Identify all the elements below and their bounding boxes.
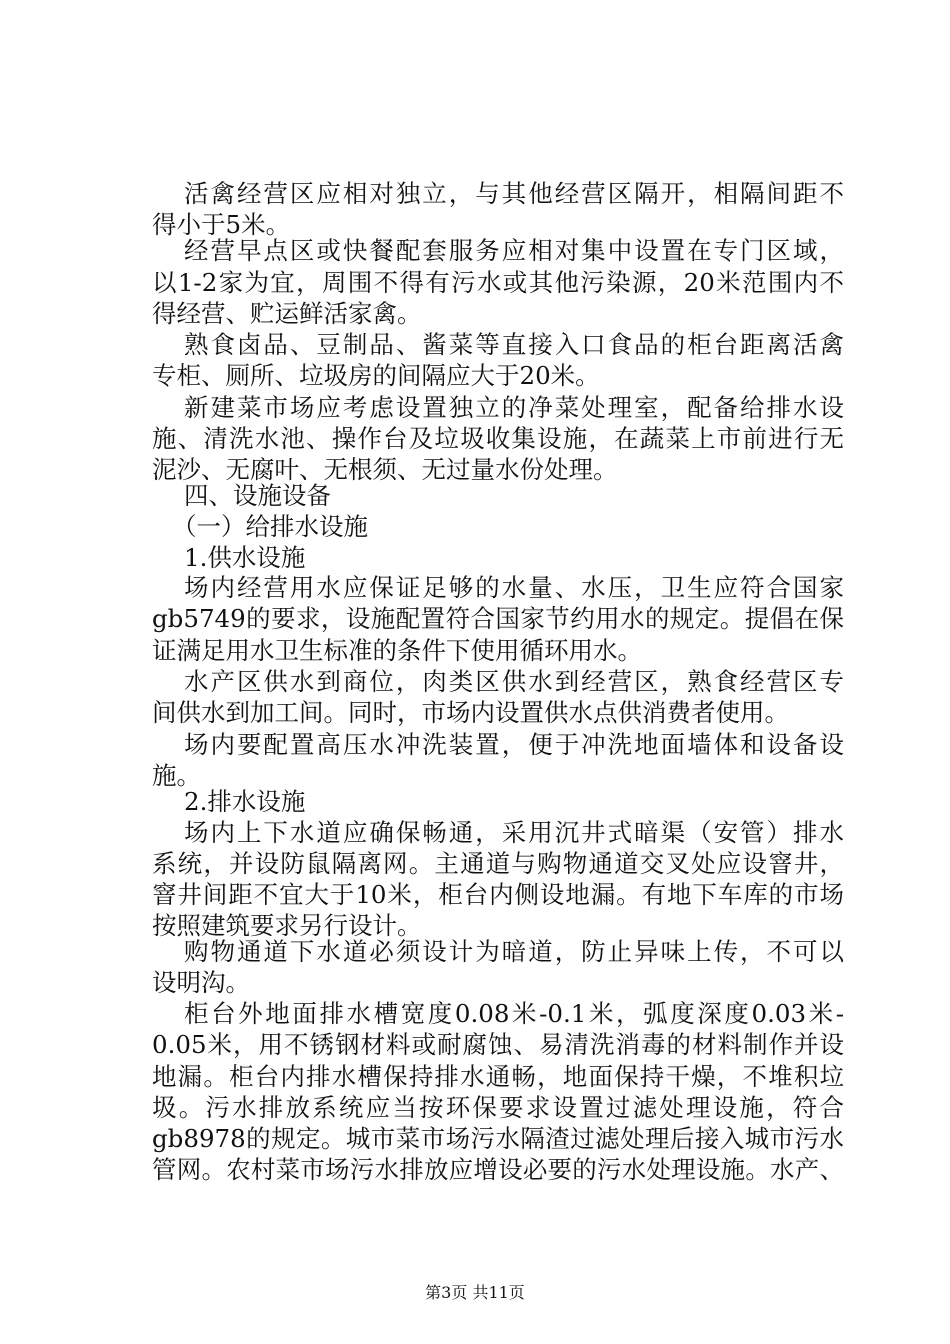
paragraph-line: 专柜、厕所、垃圾房的间隔应大于20米。 (152, 361, 600, 390)
paragraph-line: gb5749的要求，设施配置符合国家节约用水的规定。提倡在保 (152, 604, 844, 633)
page-number-footer: 第3页 共11页 (425, 1283, 525, 1302)
paragraph-line: 圾。污水排放系统应当按环保要求设置过滤处理设施，符合 (152, 1093, 844, 1122)
item-heading: 1.供水设施 (184, 543, 306, 572)
paragraph-line: 按照建筑要求另行设计。 (152, 911, 422, 940)
paragraph-line: 窨井间距不宜大于10米，柜台内侧设地漏。有地下车库的市场 (152, 880, 844, 909)
paragraph-line: gb8978的规定。城市菜市场污水隔渣过滤处理后接入城市污水 (152, 1124, 844, 1153)
paragraph-line: 设明沟。 (152, 968, 250, 997)
subsection-heading: （一）给排水设施 (172, 512, 368, 541)
paragraph-line: 得经营、贮运鲜活家禽。 (152, 299, 422, 328)
paragraph-line: 以1-2家为宜，周围不得有污水或其他污染源，20米范围内不 (152, 268, 844, 297)
paragraph-line: 0.05米，用不锈钢材料或耐腐蚀、易清洗消毒的材料制作并设 (152, 1030, 844, 1059)
paragraph-line: 间供水到加工间。同时，市场内设置供水点供消费者使用。 (152, 698, 789, 727)
paragraph-line: 施。 (152, 761, 201, 790)
paragraph-line: 证满足用水卫生标准的条件下使用循环用水。 (152, 636, 642, 665)
section-heading: 四、设施设备 (184, 481, 331, 510)
paragraph-line: 泥沙、无腐叶、无根须、无过量水份处理。 (152, 455, 618, 484)
paragraph-line: 经营早点区或快餐配套服务应相对集中设置在专门区域， (184, 236, 844, 265)
paragraph-line: 新建菜市场应考虑设置独立的净菜处理室，配备给排水设 (184, 393, 844, 422)
paragraph-line: 系统，并设防鼠隔离网。主通道与购物通道交叉处应设窨井， (152, 849, 844, 878)
paragraph-line: 场内上下水道应确保畅通，采用沉井式暗渠（安管）排水 (184, 818, 844, 847)
paragraph-line: 活禽经营区应相对独立，与其他经营区隔开，相隔间距不 (184, 179, 844, 208)
paragraph-line: 熟食卤品、豆制品、酱菜等直接入口食品的柜台距离活禽 (184, 330, 844, 359)
paragraph-line: 施、清洗水池、操作台及垃圾收集设施，在蔬菜上市前进行无 (152, 424, 844, 453)
paragraph-line: 水产区供水到商位，肉类区供水到经营区，熟食经营区专 (184, 667, 844, 696)
paragraph-line: 场内经营用水应保证足够的水量、水压，卫生应符合国家 (184, 573, 844, 602)
paragraph-line: 柜台外地面排水槽宽度0.08米-0.1米，弧度深度0.03米- (184, 999, 844, 1028)
item-heading: 2.排水设施 (184, 787, 306, 816)
paragraph-line: 地漏。柜台内排水槽保持排水通畅，地面保持干燥，不堆积垃 (152, 1062, 844, 1091)
paragraph-line: 管网。农村菜市场污水排放应增设必要的污水处理设施。水产、 (152, 1155, 844, 1184)
paragraph-line: 得小于5米。 (152, 210, 291, 239)
paragraph-line: 场内要配置高压水冲洗装置，便于冲洗地面墙体和设备设 (184, 730, 844, 759)
paragraph-line: 购物通道下水道必须设计为暗道，防止异味上传，不可以 (184, 937, 844, 966)
